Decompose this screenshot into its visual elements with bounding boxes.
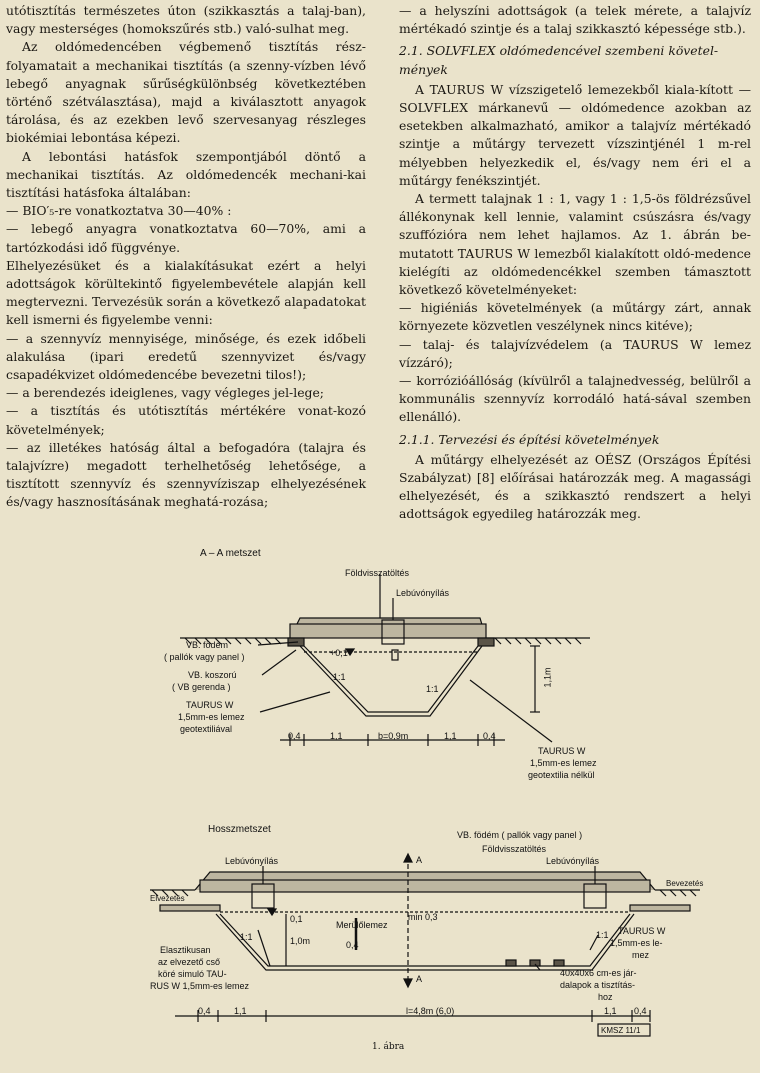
dimension-label: 0,4: [483, 731, 496, 741]
membrane2-label: TAURUS W: [538, 746, 586, 756]
dimension-label: b=0,9m: [378, 731, 409, 741]
walkway-label: 40x40x6 cm-es jár-: [560, 968, 637, 978]
slab-label: ( pallók vagy panel ): [164, 652, 245, 662]
figure-caption: 1. ábra: [372, 1042, 405, 1052]
slope-label: 1:1: [426, 684, 439, 694]
list-item: — higiéniás követelmények (a műtárgy zárt, annak környezete közvetlen veszélynek nincs kitéve);: [399, 300, 751, 334]
taurus-label: mez: [632, 950, 650, 960]
paragraph: Elhelyezésüket és a kialakításukat ezért a helyi adottságok körültekintő figyelembevétele alapján kell megtervezni. Tervezésük során a következő alapadatokat kell ismerni és figyelembe venni:: [6, 257, 366, 328]
list-item: — a berendezés ideiglenes, vagy végleges jel-lege;: [6, 385, 324, 401]
pipe-label: köré simuló TAU-: [158, 969, 227, 979]
paragraph: utótisztítás természetes úton (szikkasztás a talaj-ban), vagy mesterséges (homokszűrés stb.) való-sulhat meg.: [6, 3, 366, 37]
depth-label: 1,0m: [290, 936, 311, 946]
dimension-label: l=4,8m (6,0): [406, 1006, 455, 1016]
paragraph: A termett talajnak 1 : 1, vagy 1 : 1,5-ös földrézsűvel állékonynak kell lennie, valamint csúszásra és/vagy szuffózióra nem lehet hajlamos. Az 1. ábrán be-mutatott TAURUS W lemezből kialakított oldó-medence kielégíti az oldómedencékkel szemben támasztott következő követelményeket:: [399, 191, 751, 298]
membrane2-label: 1,5mm-es lemez: [530, 758, 597, 768]
paragraph: A TAURUS W vízszigetelő lemezekből kiala-kított — SOLVFLEX márkanevű — oldómedence azokban az esetekben alkalmazható, amikor a talajvíz mértékadó szintje a műtárgy tervezett vízszintjénél 1 m-rel mélyebben helyezkedik el, és/vagy nem éri el a műtárgy fenékszintjét.: [399, 81, 751, 188]
list-item: — korrózióállóság (kívülről a talajnedvesség, belülről a kommunális szennyvíz korrodáló hatá-sával szemben ellenálló).: [399, 373, 751, 425]
pipe-label: Elasztikusan: [160, 945, 211, 955]
drawing-code: KMSZ 11/1: [601, 1026, 641, 1035]
outlet-label: Bevezetés: [666, 879, 704, 888]
plate-label: Merülőlemez: [336, 920, 388, 930]
min-label: min 0,3: [408, 912, 438, 922]
dimension-label: 1,1: [234, 1006, 247, 1016]
vent-label: Lebúvónyílás: [546, 856, 600, 866]
figure-title: A – A metszet: [200, 548, 261, 559]
membrane-label: 1,5mm-es lemez: [178, 712, 245, 722]
dimension-label: 0,4: [198, 1006, 211, 1016]
slope-label: 1:1: [240, 932, 253, 942]
paragraph: A lebontási hatásfok szempontjából döntő a mechanikai tisztítás. Az oldómedencék mechani-kai tisztítási hatásfoka általában:: [6, 148, 366, 201]
subsection-heading: 2.1.1. Tervezési és építési követelmények: [399, 431, 660, 447]
paragraph: A műtárgy elhelyezését az OÉSZ (Országos Építési Szabályzat) [8] előírásai határozzák meg. A magassági elhelyezését, és a szikkasztó rendszert a helyi adottságok egyedileg határozzák meg.: [399, 451, 751, 522]
vent-label: Lebúvónyílás: [225, 856, 279, 866]
depth-label: 1,1m: [542, 667, 553, 688]
inlet-label: Elvezetés: [150, 894, 185, 903]
slab-label: VB. födém ( pallók vagy panel ): [457, 830, 583, 840]
vent-label: Lebúvónyílás: [396, 588, 450, 598]
section-marker: A: [416, 855, 423, 865]
slope-label: 1:1: [596, 930, 609, 940]
list-item: — a szennyvíz mennyisége, minősége, és ezek időbeli alakulása (ipari eredetű szennyvizet és/vagy csapadékvizet oldómedencébe bevezetni tilos!);: [6, 330, 366, 383]
taurus-label: 1,5mm-es le-: [610, 938, 663, 948]
membrane-label: TAURUS W: [186, 700, 234, 710]
level-label: +0,1: [330, 648, 348, 658]
beam-label: ( VB gerenda ): [172, 682, 231, 692]
dimension-label: 1,1: [604, 1006, 617, 1016]
slope-label: 1:1: [333, 672, 346, 682]
list-item: — BIO′₅-re vonatkoztatva 30—40% :: [6, 203, 232, 219]
section-marker: A: [416, 974, 423, 984]
pipe-label: RUS W 1,5mm-es lemez: [150, 981, 250, 991]
list-item: — talaj- és talajvízvédelem (a TAURUS W lemez vízzáró);: [399, 336, 751, 370]
list-item: — lebegő anyagra vonatkoztatva 60—70%, ami a tartózkodási idő függvénye.: [6, 221, 366, 255]
slab-label: VB. födém: [186, 640, 229, 650]
pipe-label: az elvezető cső: [158, 957, 221, 967]
dimension-label: 1,1: [330, 731, 343, 741]
membrane-label: geotextiliával: [180, 724, 233, 734]
figure-title: Hosszmetszet: [208, 824, 271, 835]
dimension-label: 0,4: [288, 731, 301, 741]
fill-label: Földvisszatöltés: [345, 568, 410, 578]
fill-label: Földvisszatöltés: [482, 844, 547, 854]
list-item: — az illetékes hatóság által a befogadóra (talajra és talajvízre) megadott terhelhetőség lehetősége, a tisztított szennyvíz és szennyvíziszap elhelyezésének és/vagy hasznosításának meghatá-rozása;: [6, 439, 366, 510]
level-label: 0,1: [290, 914, 303, 924]
taurus-label: TAURUS W: [618, 926, 666, 936]
section-heading: 2.1. SOLVFLEX oldómedencével szembeni követel-mények: [399, 43, 719, 77]
list-item: — a helyszíni adottságok (a telek mérete, a talajvíz mértékadó szintje és a talaj szikkasztó képessége stb.).: [399, 3, 751, 37]
walkway-label: hoz: [598, 992, 613, 1002]
list-item: — a tisztítás és utótisztítás mértékére vonat-kozó követelmények;: [6, 403, 366, 437]
beam-label: VB. koszorú: [188, 670, 237, 680]
dimension-label: 0,4: [634, 1006, 647, 1016]
paragraph: Az oldómedencében végbemenő tisztítás rész-folyamatait a mechanikai tisztítás (a szenny-vízben lévő lebegő anyagnak sűrűségkülönbség következtében történő szétválasztása), majd a kiválasztott anyagok tárolása, és az ezekben levő szervesanyag részleges biokémiai lebontása képezi.: [6, 39, 366, 146]
membrane2-label: geotextilia nélkül: [528, 770, 595, 780]
walkway-label: dalapok a tisztítás-: [560, 980, 636, 990]
plate-dimension: 0,4: [346, 940, 359, 950]
dimension-label: 1,1: [444, 731, 457, 741]
